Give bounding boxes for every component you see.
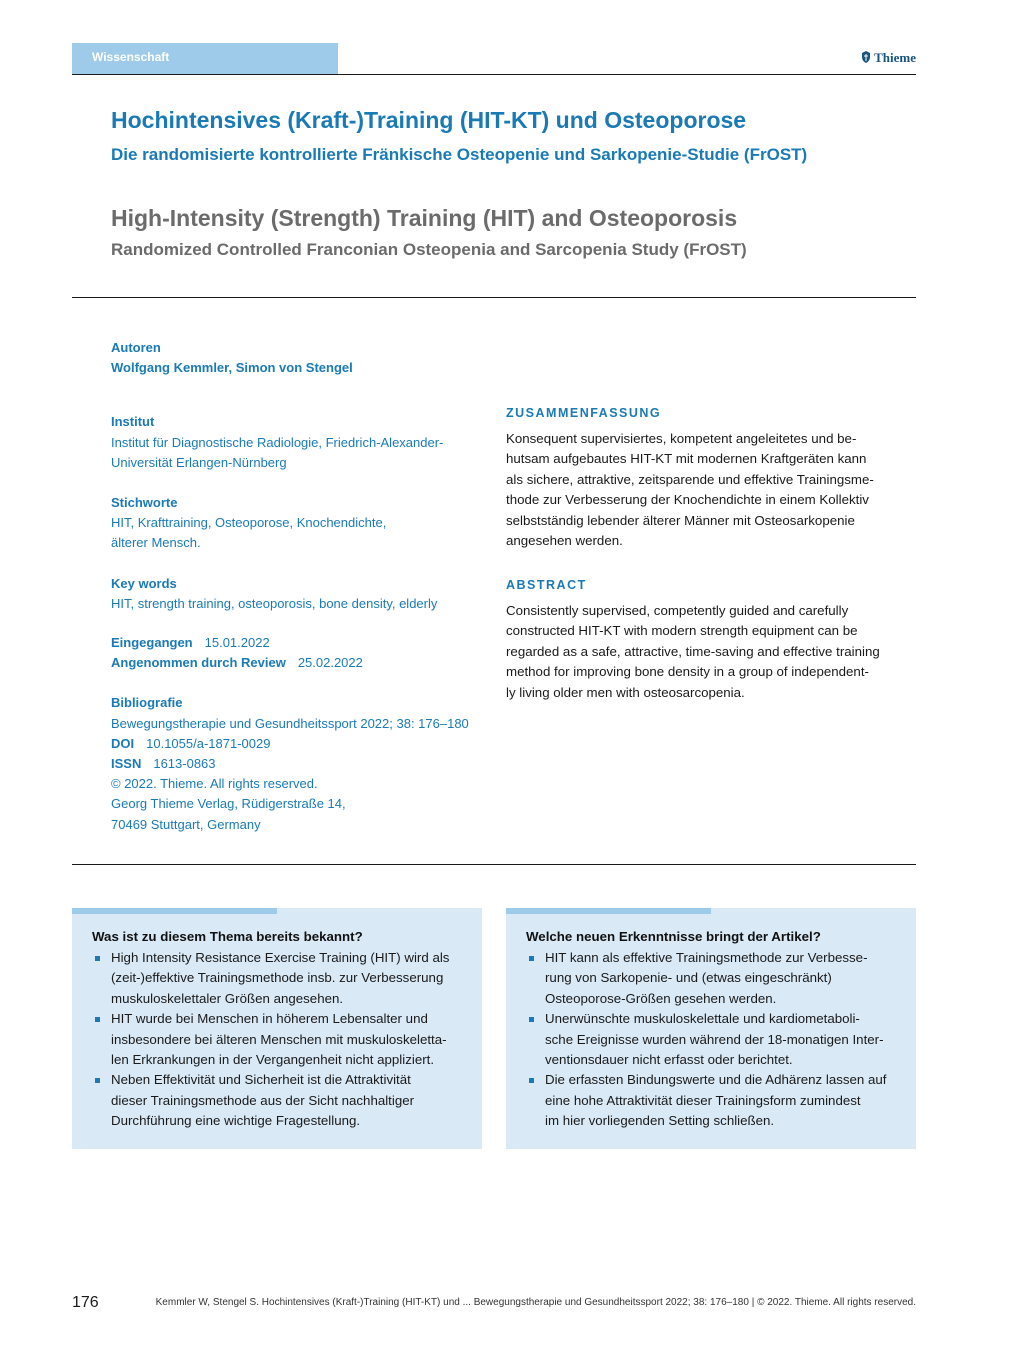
new-findings-heading: Welche neuen Erkenntnisse bringt der Artikel?	[526, 929, 821, 944]
section-label: Wissenschaft	[92, 50, 170, 64]
bullet-icon	[95, 1017, 100, 1022]
list-line: Neben Effektivität und Sicherheit ist die Attraktivität	[111, 1072, 411, 1088]
list-line: Osteoporose-Größen gesehen werden.	[545, 990, 777, 1006]
new-findings-box	[506, 908, 916, 1149]
known-box-heading: Was ist zu diesem Thema bereits bekannt?	[92, 929, 363, 944]
authors: Wolfgang Kemmler, Simon von Stengel	[111, 360, 353, 376]
list-item	[92, 948, 464, 1009]
list-line: HIT wurde bei Menschen in höherem Lebensalter und	[111, 1011, 428, 1027]
abstract-line: als sichere, attraktive, zeitsparende und effektive Trainingsme-	[506, 471, 874, 487]
subtitle-english: Randomized Controlled Franconian Osteopenia and Sarcopenia Study (FrOST)	[111, 240, 747, 259]
abstract-line: selbstständig lebender älterer Männer mit Osteosarkopenie	[506, 512, 855, 528]
abstract-german-text	[506, 429, 886, 551]
known-list	[92, 948, 464, 1132]
title-german: Hochintensives (Kraft-)Training (HIT-KT) und Osteoporose	[111, 107, 747, 133]
abstract-line: method for improving bone density in a group of independent-	[506, 664, 869, 680]
doi-row	[111, 734, 491, 754]
institute-label: Institut	[111, 414, 155, 430]
list-line: len Erkrankungen in der Vergangenheit nicht appliziert.	[111, 1052, 435, 1068]
list-line: Unerwünschte muskuloskelettale und kardiometaboli-	[545, 1011, 860, 1027]
list-item	[526, 948, 898, 1009]
received-date: 15.01.2022	[204, 635, 270, 651]
keywords-de-line: älterer Mensch.	[111, 535, 201, 551]
box-stripe	[72, 908, 277, 914]
list-line: dieser Trainingsmethode aus der Sicht nachhaltiger	[111, 1092, 415, 1108]
abstract-german	[506, 406, 886, 551]
authors-label: Autoren	[111, 340, 161, 355]
issn-value: 1613-0863	[153, 756, 216, 772]
bullet-icon	[529, 1017, 534, 1022]
list-line: muskuloskelettaler Größen angesehen.	[111, 990, 344, 1006]
list-line: im hier vorliegenden Setting schließen.	[545, 1113, 775, 1129]
received-label: Eingegangen	[111, 635, 193, 651]
abstract-english	[506, 578, 886, 703]
divider-bottom	[72, 864, 916, 865]
copyright: © 2022. Thieme. All rights reserved.	[111, 776, 318, 792]
divider-top	[72, 297, 916, 298]
page-number: 176	[72, 1294, 99, 1311]
abstract-line: Consistently supervised, competently guided and carefully	[506, 603, 849, 618]
list-item	[526, 1070, 898, 1131]
institute-line: Institut für Diagnostische Radiologie, Friedrich-Alexander-	[111, 434, 444, 450]
accepted-label: Angenommen durch Review	[111, 655, 286, 671]
section-tab	[72, 43, 338, 74]
abstract-english-text	[506, 601, 886, 703]
keywords-de-label: Stichworte	[111, 495, 178, 511]
logo-text: Thieme	[874, 50, 916, 65]
list-line: (zeit-)effektive Trainingsmethode insb. zur Verbesserung	[111, 970, 444, 986]
abstract-line: angesehen werden.	[506, 533, 623, 549]
list-line: rung von Sarkopenie- und (etwas eingeschränkt)	[545, 970, 832, 986]
new-findings-list	[526, 948, 898, 1132]
bibliography-journal: Bewegungstherapie und Gesundheitssport 2022; 38: 176–180	[111, 715, 469, 731]
title-english: High-Intensity (Strength) Training (HIT) and Osteoporosis	[111, 205, 738, 231]
seal-icon	[861, 51, 871, 63]
footer-citation: Kemmler W, Stengel S. Hochintensives (Kraft-)Training (HIT-KT) und ... Bewegungstherapie und Gesundheitssport 2022; 38: 176–180 | © 2022. Thieme. All rights reserved.	[155, 1297, 916, 1308]
bullet-icon	[95, 1078, 100, 1083]
abstract-german-heading: ZUSAMMENFASSUNG	[506, 406, 662, 420]
bullet-icon	[95, 956, 100, 961]
bibliography-label: Bibliografie	[111, 695, 183, 711]
accepted-date: 25.02.2022	[297, 655, 363, 671]
list-line: HIT kann als effektive Trainingsmethode zur Verbesse-	[545, 950, 868, 965]
header-rule	[72, 74, 916, 75]
abstract-line: ly living older men with osteosarcopenia.	[506, 684, 745, 700]
list-line: eine hohe Attraktivität dieser Trainingsform zumindest	[545, 1092, 861, 1108]
keywords-en-label: Key words	[111, 575, 177, 591]
abstract-line: hutsam aufgebautes HIT-KT mit modernen Kraftgeräten kann	[506, 451, 867, 467]
list-line: Die erfassten Bindungswerte und die Adhärenz lassen auf	[545, 1072, 887, 1088]
list-item	[92, 1070, 464, 1131]
list-line: ventionsdauer nicht erfasst oder berichtet.	[545, 1052, 793, 1068]
issn-row	[111, 754, 491, 774]
abstract-line: regarded as a safe, attractive, time-saving and effective training	[506, 643, 880, 659]
list-item	[92, 1009, 464, 1070]
keywords-de-line: HIT, Krafttraining, Osteoporose, Knochendichte,	[111, 515, 387, 531]
abstract-english-heading: ABSTRACT	[506, 578, 587, 592]
subtitle-german: Die randomisierte kontrollierte Fränkische Osteopenie und Sarkopenie-Studie (FrOST)	[111, 145, 808, 164]
known-box	[72, 908, 482, 1149]
publisher-address: Georg Thieme Verlag, Rüdigerstraße 14,	[111, 796, 346, 812]
box-stripe	[506, 908, 711, 914]
issn-label: ISSN	[111, 756, 142, 772]
publisher-address: 70469 Stuttgart, Germany	[111, 816, 261, 832]
accepted-row	[111, 653, 491, 673]
keywords-en: HIT, strength training, osteoporosis, bone density, elderly	[111, 595, 438, 611]
bullet-icon	[529, 956, 534, 961]
doi-label: DOI	[111, 735, 135, 751]
publisher-logo	[861, 50, 916, 66]
list-line: Durchführung eine wichtige Fragestellung.	[111, 1113, 361, 1129]
list-item	[526, 1009, 898, 1070]
abstract-line: thode zur Verbesserung der Knochendichte in einem Kollektiv	[506, 492, 869, 508]
list-line: High Intensity Resistance Exercise Training (HIT) wird als	[111, 950, 450, 965]
received-row	[111, 633, 491, 653]
institute-line: Universität Erlangen-Nürnberg	[111, 454, 287, 470]
list-line: insbesondere bei älteren Menschen mit muskuloskeletta-	[111, 1031, 447, 1047]
bullet-icon	[529, 1078, 534, 1083]
list-line: sche Ereignisse wurden während der 18-monatigen Inter-	[545, 1031, 884, 1047]
article-meta	[111, 338, 491, 835]
abstract-line: constructed HIT-KT with modern strength equipment can be	[506, 623, 858, 639]
abstract-line: Konsequent supervisiertes, kompetent angeleitetes und be-	[506, 431, 857, 446]
doi-value[interactable]: 10.1055/a-1871-0029	[146, 735, 271, 751]
